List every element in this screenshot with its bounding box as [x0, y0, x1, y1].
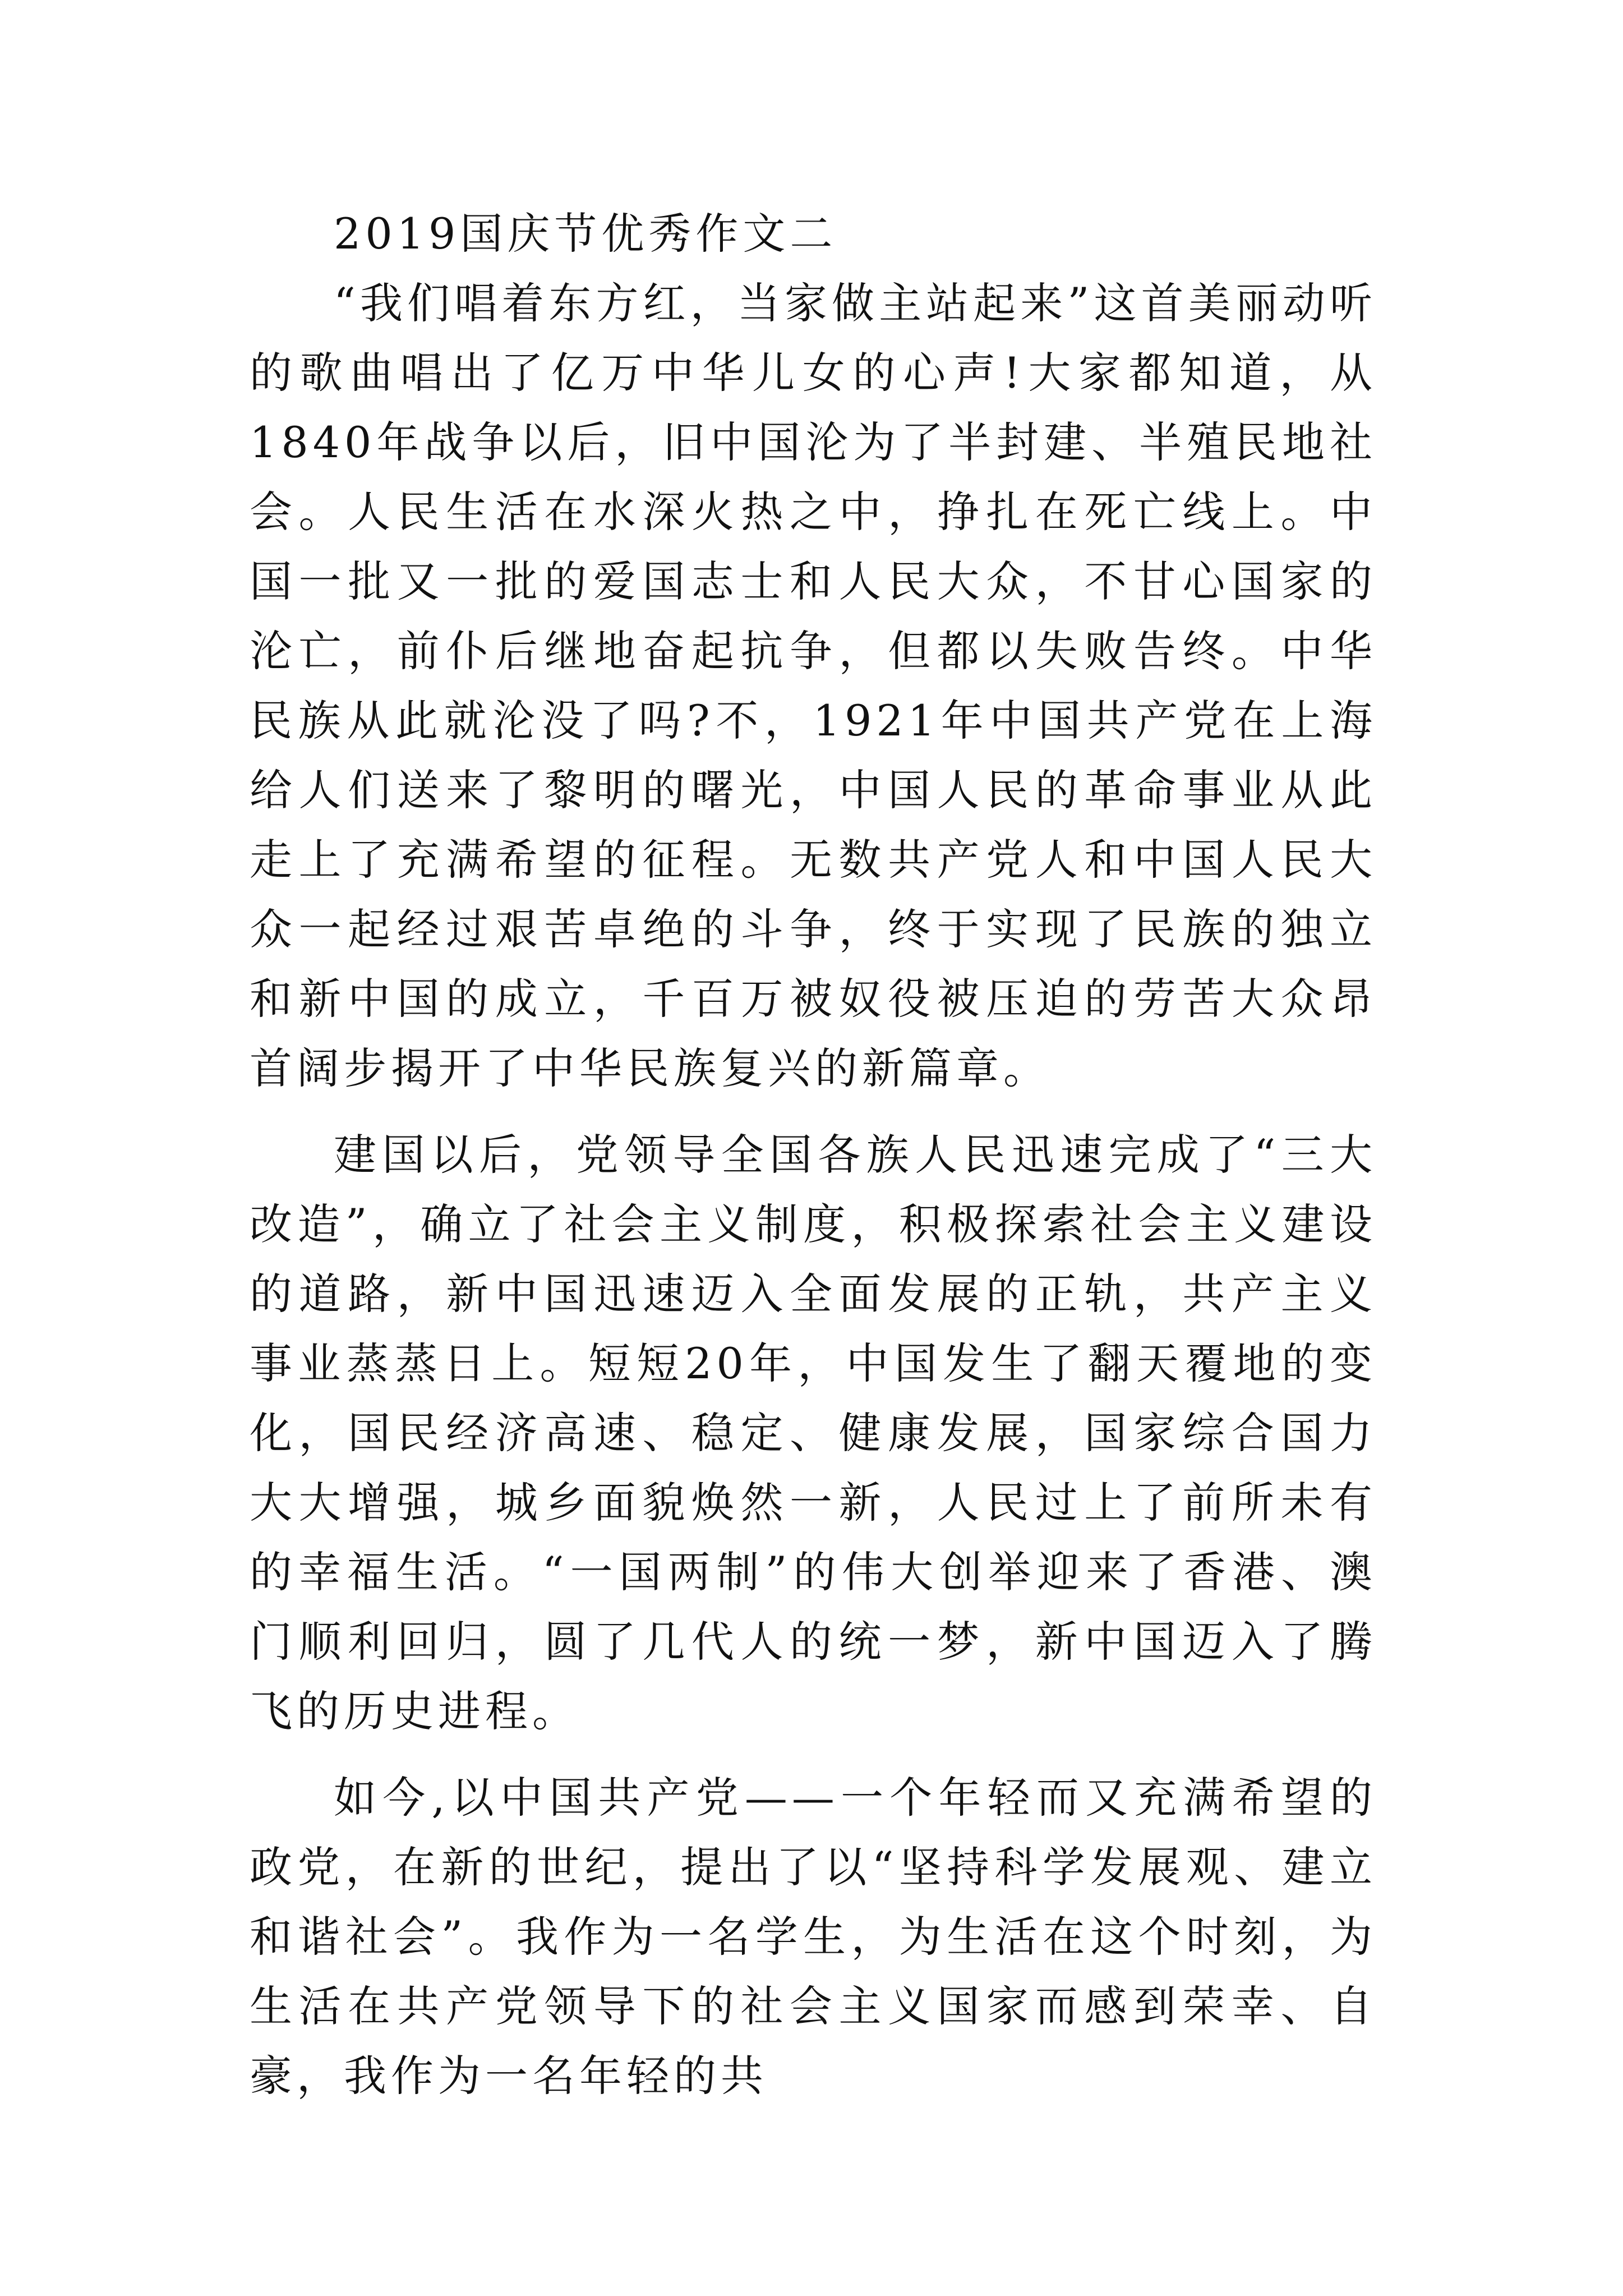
document-body — [250, 199, 1377, 2111]
document-title: 2019国庆节优秀作文二 — [334, 209, 837, 259]
paragraph-3: 如今,以中国共产党——一个年轻而又充满希望的政党，在新的世纪，提出了以“坚持科学发展观、建立和谐社会”。我作为一名学生，为生活在这个时刻，为生活在共产党领导下的社会主义国家而感到荣幸、自豪，我作为一名年轻的共 — [250, 1773, 1377, 2101]
paragraph-1: “我们唱着东方红，当家做主站起来”这首美丽动听的歌曲唱出了亿万中华儿女的心声!大家都知道，从1840年战争以后，旧中国沦为了半封建、半殖民地社会。人民生活在水深火热之中，挣扎在死亡线上。中国一批又一批的爱国志士和人民大众，不甘心国家的沦亡，前仆后继地奋起抗争，但都以失败告终。中华民族从此就沦没了吗?不，1921年中国共产党在上海给人们送来了黎明的曙光，中国人民的革命事业从此走上了充满希望的征程。无数共产党人和中国人民大众一起经过艰苦卓绝的斗争，终于实现了民族的独立和新中国的成立，千百万被奴役被压迫的劳苦大众昂首阔步揭开了中华民族复兴的新篇章。 — [250, 278, 1377, 1093]
paragraph-2: 建国以后，党领导全国各族人民迅速完成了“三大改造”，确立了社会主义制度，积极探索社会主义建设的道路，新中国迅速迈入全面发展的正轨，共产主义事业蒸蒸日上。短短20年，中国发生了翻天覆地的变化，国民经济高速、稳定、健康发展，国家综合国力大大增强，城乡面貌焕然一新，人民过上了前所未有的幸福生活。“一国两制”的伟大创举迎来了香港、澳门顺利回归，圆了几代人的统一梦，新中国迈入了腾飞的历史进程。 — [250, 1130, 1377, 1736]
